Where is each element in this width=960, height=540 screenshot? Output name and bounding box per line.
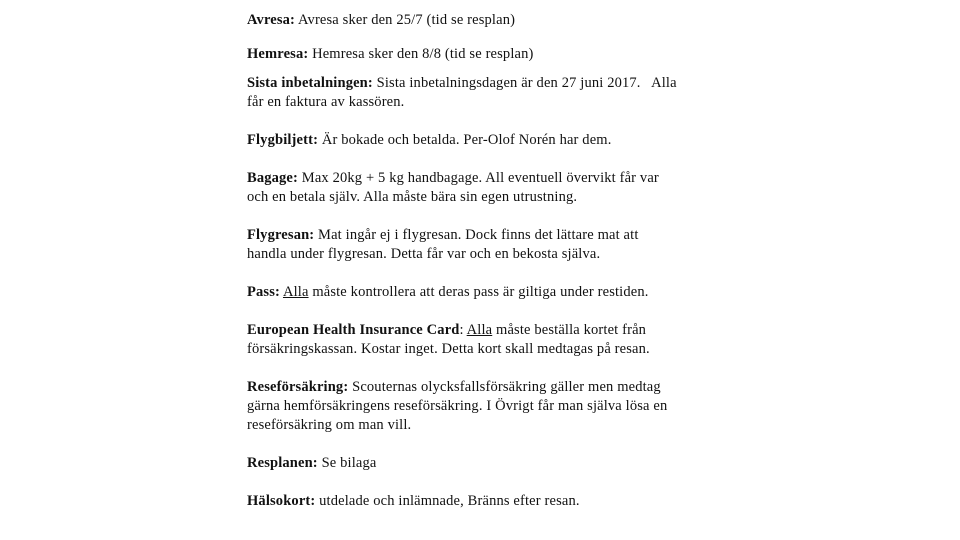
label-halsokort: Hälsokort: [247, 493, 316, 509]
paragraph-flygresan [247, 226, 727, 264]
label-reseforsakring: Reseförsäkring: [247, 379, 349, 395]
text-reseforsakring-line2: gärna hemförsäkringens reseförsäkring. I Övrigt får man själva lösa en [247, 398, 668, 414]
text-avresa: Avresa sker den 25/7 (tid se resplan) [295, 12, 516, 28]
label-hemresa: Hemresa: [247, 46, 309, 62]
paragraph-sista-inbetalningen [247, 74, 727, 112]
paragraph-reseforsakring [247, 378, 727, 435]
text-ehic-colon: : [459, 322, 467, 338]
text-resplanen: Se bilaga [317, 455, 377, 471]
text-pass: måste kontrollera att deras pass är giltiga under restiden. [308, 284, 649, 300]
paragraph-avresa [247, 11, 727, 30]
text-pass-underlined: Alla [282, 284, 309, 300]
label-pass: Pass: [247, 284, 280, 300]
text-flygresan-line2: handla under flygresan. Detta får var och en bekosta själva. [247, 246, 601, 262]
text-sista-inbetalningen-line1: Sista inbetalningsdagen är den 27 juni 2017. Alla [372, 75, 677, 91]
label-bagage: Bagage: [247, 170, 298, 186]
text-reseforsakring-line3: reseförsäkring om man vill. [247, 417, 412, 433]
paragraph-bagage [247, 169, 727, 207]
text-hemresa: Hemresa sker den 8/8 (tid se resplan) [308, 46, 534, 62]
paragraph-flygbiljett [247, 131, 727, 150]
text-sista-inbetalningen-line2: får en faktura av kassören. [247, 94, 405, 110]
label-flygresan: Flygresan: [247, 227, 315, 243]
paragraph-ehic [247, 321, 727, 359]
paragraph-hemresa [247, 45, 727, 64]
text-ehic-line1: måste beställa kortet från [492, 322, 647, 338]
text-ehic-line2: försäkringskassan. Kostar inget. Detta kort skall medtagas på resan. [247, 341, 650, 357]
text-reseforsakring-line1: Scouternas olycksfallsförsäkring gäller men medtag [348, 379, 661, 395]
label-resplanen: Resplanen: [247, 455, 318, 471]
paragraph-pass [247, 283, 727, 302]
label-avresa: Avresa: [247, 12, 296, 28]
paragraph-halsokort [247, 492, 727, 511]
text-bagage-line2: och en betala själv. Alla måste bära sin egen utrustning. [247, 189, 578, 205]
text-flygbiljett: Är bokade och betalda. Per-Olof Norén har dem. [318, 132, 612, 148]
text-flygresan-line1: Mat ingår ej i flygresan. Dock finns det lättare mat att [314, 227, 639, 243]
label-ehic: European Health Insurance Card [247, 322, 460, 338]
paragraph-resplanen [247, 454, 727, 473]
text-ehic-underlined: Alla [466, 322, 493, 338]
text-bagage-line1: Max 20kg + 5 kg handbagage. All eventuell övervikt får var [298, 170, 659, 186]
label-flygbiljett: Flygbiljett: [247, 132, 319, 148]
travel-info-document [247, 11, 727, 511]
label-sista-inbetalningen: Sista inbetalningen: [247, 75, 373, 91]
text-halsokort: utdelade och inlämnade, Bränns efter resan. [315, 493, 580, 509]
